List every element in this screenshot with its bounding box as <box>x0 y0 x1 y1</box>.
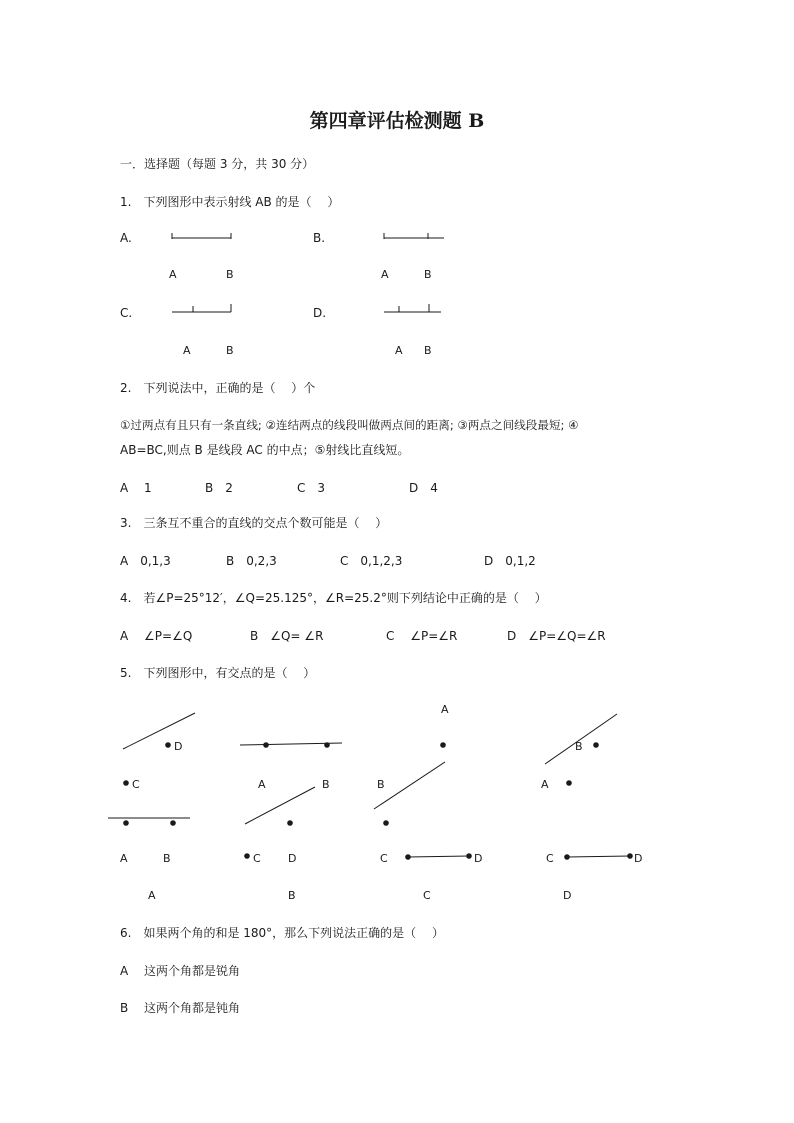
q5a-label-c: C <box>132 778 140 791</box>
q5b-point-a <box>263 742 269 748</box>
q5d-label-b: B <box>575 740 583 753</box>
q5c-label-d: D <box>474 852 483 865</box>
q5c-label-a: A <box>441 703 449 716</box>
q5b-label-b: B <box>322 778 330 791</box>
q5c-segment <box>408 856 469 857</box>
q5a-point-b <box>170 820 176 826</box>
q1-option-b[interactable]: B. <box>313 231 326 245</box>
q4-option-d[interactable]: D ∠P=∠Q=∠R <box>507 629 606 643</box>
section-heading: 一．选择题（每题 3 分，共 30 分） <box>120 157 315 171</box>
q1-option-a[interactable]: A. <box>120 231 132 245</box>
q4-option-b[interactable]: B ∠Q= ∠R <box>250 629 324 643</box>
page-title: 第四章评估检测题 B <box>309 110 485 132</box>
q2-option-d[interactable]: D 4 <box>409 481 438 495</box>
q5d-point-c <box>564 854 570 860</box>
q5a-point-c <box>123 780 129 786</box>
q5b-point-d <box>287 820 293 826</box>
q5a-label-a: A <box>120 852 128 865</box>
q5b-label-a: A <box>258 778 266 791</box>
q1-d-label-b: B <box>424 344 432 357</box>
q5c-label-b: B <box>377 778 385 791</box>
q5-caption-b: B <box>288 889 296 902</box>
q5d-segment <box>567 856 630 857</box>
q2-option-a[interactable]: A 1 <box>120 481 152 495</box>
q5d-point-b <box>593 742 599 748</box>
q4-option-c[interactable]: C ∠P=∠R <box>386 629 458 643</box>
q5a-label-d: D <box>174 740 183 753</box>
q3-option-a[interactable]: A 0,1,3 <box>120 554 171 568</box>
q5d-label-a: A <box>541 778 549 791</box>
q3-option-c[interactable]: C 0,1,2,3 <box>340 554 403 568</box>
question-5-stem: 5. 下列图形中，有交点的是（ ） <box>120 666 316 680</box>
q1-a-label-a: A <box>169 268 177 281</box>
q1-c-label-b: B <box>226 344 234 357</box>
question-2-stem: 2. 下列说法中，正确的是（ ）个 <box>120 381 316 395</box>
question-1-stem: 1. 下列图形中表示射线 AB 的是（ ） <box>120 195 340 209</box>
q5c-point-b <box>383 820 389 826</box>
q1-c-label-a: A <box>183 344 191 357</box>
q1-option-d[interactable]: D. <box>313 306 327 320</box>
q2-statements-line2: AB=BC,则点 B 是线段 AC 的中点；⑤射线比直线短。 <box>120 443 410 457</box>
q5d-label-c: C <box>546 852 554 865</box>
q5c-line <box>374 762 445 809</box>
q5c-point-c <box>405 854 411 860</box>
q5b-point-b <box>324 742 330 748</box>
q5-caption-c: C <box>423 889 431 902</box>
q5a-point-a <box>123 820 129 826</box>
q2-option-b[interactable]: B 2 <box>205 481 233 495</box>
q2-statements-line1: ①过两点有且只有一条直线; ②连结两点的线段叫做两点间的距离; ③两点之间线段最短; ④ <box>120 418 579 432</box>
q6-option-a[interactable]: A 这两个角都是锐角 <box>120 964 241 978</box>
question-6-stem: 6. 如果两个角的和是 180°，那么下列说法正确的是（ ） <box>120 926 444 940</box>
q5d-label-d: D <box>634 852 643 865</box>
q6-option-b[interactable]: B 这两个角都是钝角 <box>120 1001 241 1015</box>
q1-d-label-a: A <box>395 344 403 357</box>
q5d-point-d <box>627 853 633 859</box>
question-4-stem: 4. 若∠P=25°12′，∠Q=25.125°，∠R=25.2°则下列结论中正确的是（ ） <box>120 591 547 605</box>
q5a-line-top <box>123 713 195 749</box>
q1-option-c[interactable]: C. <box>120 306 133 320</box>
q5a-point-d <box>165 742 171 748</box>
q3-option-d[interactable]: D 0,1,2 <box>484 554 536 568</box>
q5d-line <box>545 714 617 764</box>
q1-a-label-b: B <box>226 268 234 281</box>
q1-b-label-b: B <box>424 268 432 281</box>
q5b-label-d: D <box>288 852 297 865</box>
question-3-stem: 3. 三条互不重合的直线的交点个数可能是（ ） <box>120 516 388 530</box>
q5c-point-d <box>466 853 472 859</box>
q4-option-a[interactable]: A ∠P=∠Q <box>120 629 193 643</box>
q5b-label-c: C <box>253 852 261 865</box>
q5b-line-bottom <box>245 787 315 824</box>
q5d-point-a <box>566 780 572 786</box>
q5b-point-c <box>244 853 250 859</box>
q5c-point-a <box>440 742 446 748</box>
q1-b-label-a: A <box>381 268 389 281</box>
q3-option-b[interactable]: B 0,2,3 <box>226 554 277 568</box>
q5a-label-b: B <box>163 852 171 865</box>
q5c-label-c: C <box>380 852 388 865</box>
q5-caption-a: A <box>148 889 156 902</box>
q2-option-c[interactable]: C 3 <box>297 481 326 495</box>
q5-caption-d: D <box>563 889 572 902</box>
